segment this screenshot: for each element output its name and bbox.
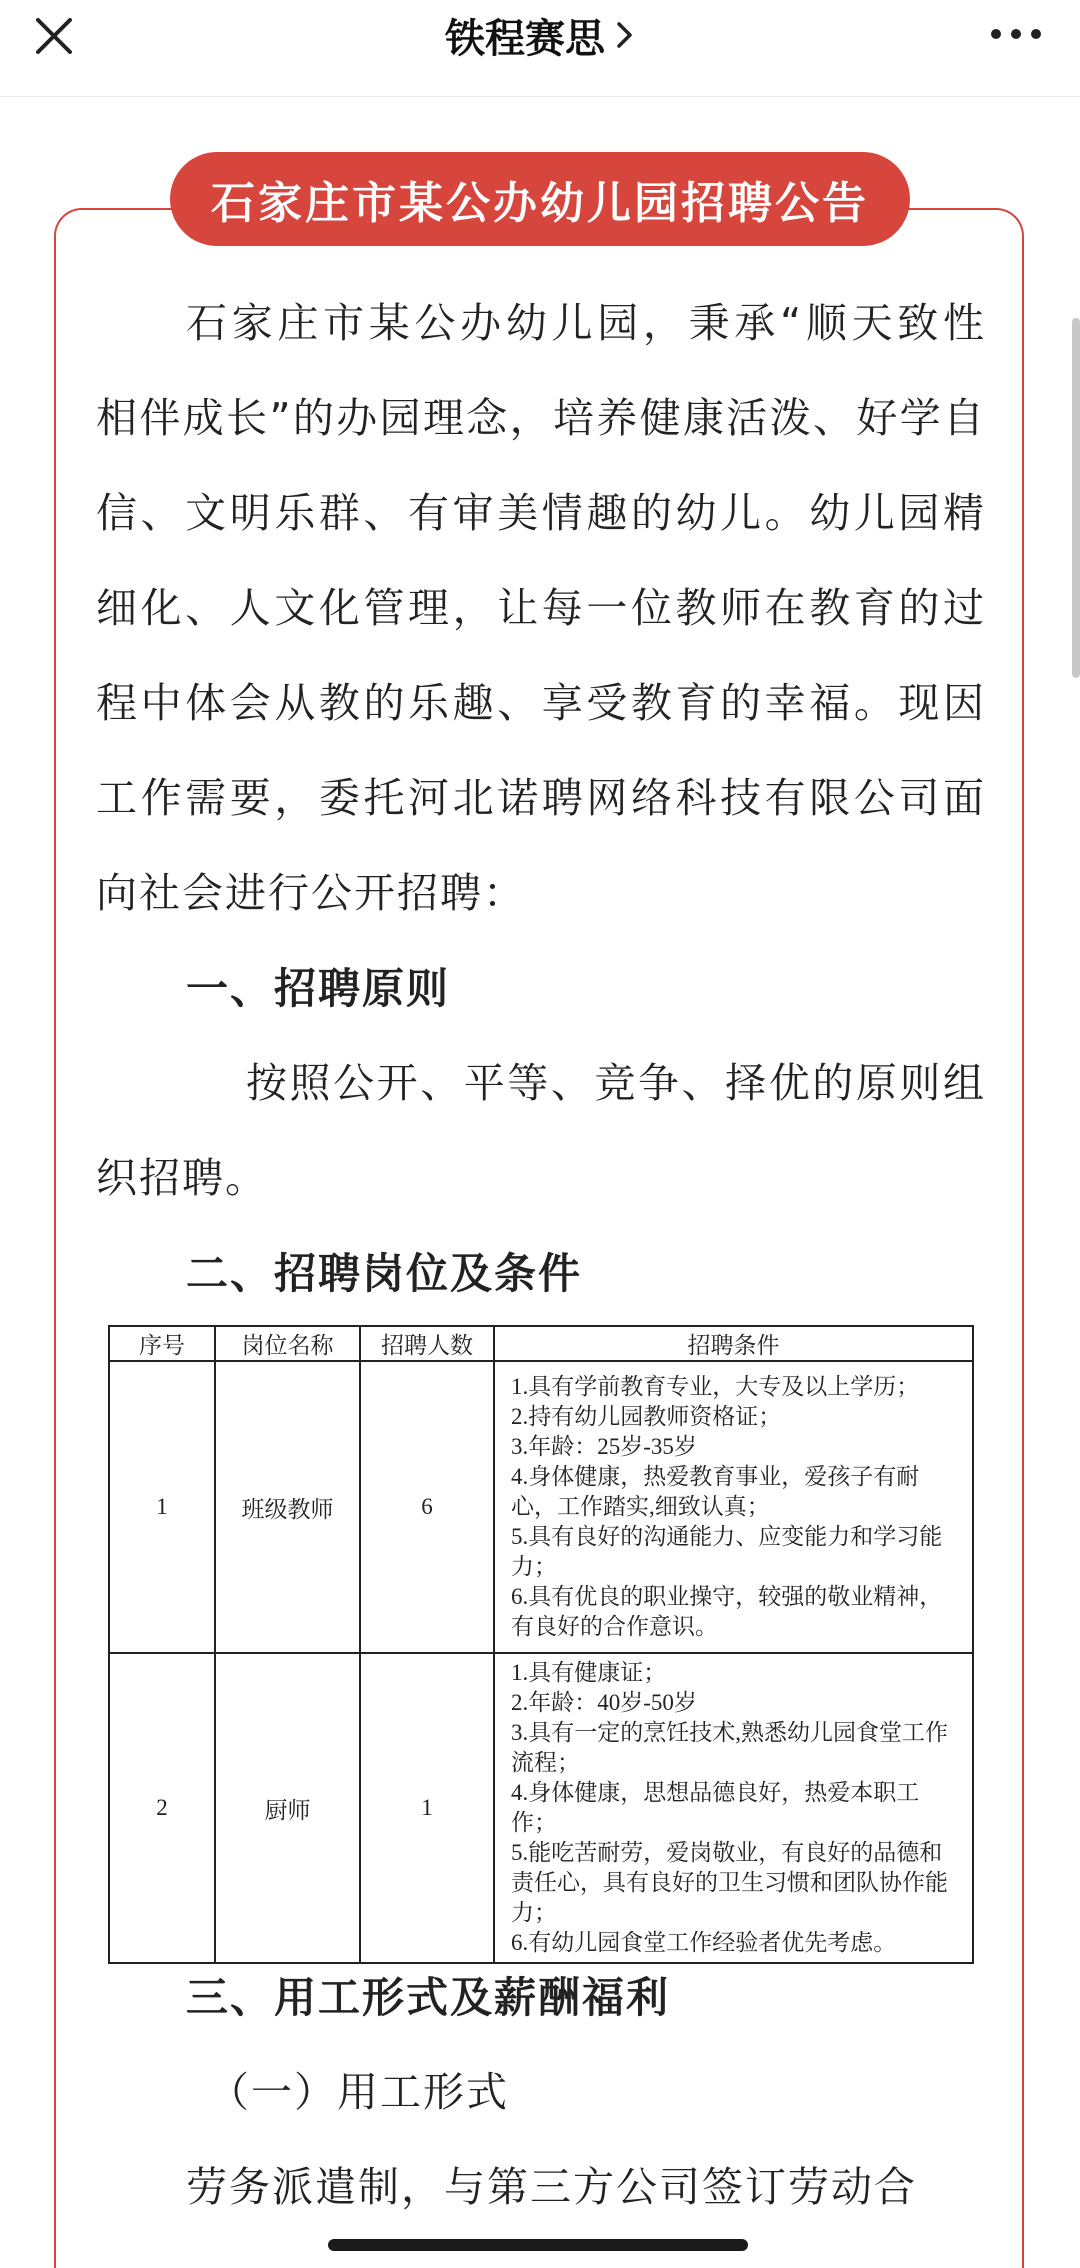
condition-item: 4.身体健康，热爱教育事业，爱孩子有耐心，工作踏实,细致认真； (511, 1464, 920, 1519)
table-header-cell: 岗位名称 (215, 1326, 360, 1361)
more-options-button[interactable] (986, 14, 1046, 54)
condition-item: 6.有幼儿园食堂工作经验者优先考虑。 (511, 1930, 897, 1955)
table-row (109, 1653, 973, 1963)
table-header-cell: 序号 (109, 1326, 215, 1361)
section-heading-positions: 二、招聘岗位及条件 (186, 1249, 583, 1298)
section-heading-employment: 三、用工形式及薪酬福利 (186, 1973, 671, 2022)
home-indicator[interactable] (328, 2239, 748, 2251)
headcount: 1 (360, 1653, 494, 1963)
condition-item: 1.具有健康证； (511, 1660, 667, 1685)
table-header-row (109, 1326, 973, 1361)
position-name: 班级教师 (215, 1361, 360, 1653)
section-heading-principles: 一、招聘原则 (186, 964, 451, 1013)
intro-paragraph: 石家庄市某公办幼儿园，秉承“顺天致性 相伴成长”的办园理念，培养健康活泼、好学自信、文明乐群、有审美情趣的幼儿。幼儿园精细化、人文化管理，让每一位教师在教育的过程中体会从教的乐趣、享受教育的幸福。现因工作需要，委托河北诺聘网络科技有限公司面向社会进行公开招聘： (96, 299, 986, 917)
condition-item: 5.能吃苦耐劳，爱岗敬业，有良好的品德和责任心，具有良好的卫生习惯和团队协作能力； (511, 1840, 948, 1925)
account-title: 铁程赛思 (445, 15, 605, 62)
principles-paragraph: 按照公开、平等、竞争、择优的原则组织招聘。 (96, 1059, 986, 1202)
condition-item: 2.持有幼儿园教师资格证； (511, 1404, 782, 1429)
banner-title: 石家庄市某公办幼儿园招聘公告 (211, 178, 869, 229)
conditions-cell (494, 1653, 973, 1963)
conditions-cell (494, 1361, 973, 1653)
table-header-cell: 招聘条件 (494, 1326, 973, 1361)
condition-item: 4.身体健康，思想品德良好，热爱本职工作； (511, 1780, 920, 1835)
subsection-heading-form: （一）用工形式 (208, 2068, 509, 2116)
condition-item: 2.年龄：40岁-50岁 (511, 1690, 697, 1715)
position-name: 厨师 (215, 1653, 360, 1963)
condition-item: 6.具有优良的职业操守，较强的敬业精神，有良好的合作意识。 (511, 1584, 943, 1639)
row-number: 2 (109, 1653, 215, 1963)
employment-paragraph: 劳务派遣制，与第三方公司签订劳动合 (186, 2163, 917, 2211)
table-header-cell: 招聘人数 (360, 1326, 494, 1361)
condition-item: 3.年龄：25岁-35岁 (511, 1434, 697, 1459)
scrollbar[interactable] (1072, 318, 1080, 678)
row-number: 1 (109, 1361, 215, 1653)
account-title-link[interactable] (0, 0, 1080, 70)
article-content-lower (96, 1950, 986, 2235)
chevron-right-icon (615, 20, 635, 50)
headcount: 6 (360, 1361, 494, 1653)
condition-item: 1.具有学前教育专业，大专及以上学历； (511, 1374, 920, 1399)
more-icon (986, 14, 1046, 54)
positions-table (108, 1325, 972, 1964)
condition-item: 3.具有一定的烹饪技术,熟悉幼儿园食堂工作流程； (511, 1720, 948, 1775)
condition-item: 5.具有良好的沟通能力、应变能力和学习能力； (511, 1524, 943, 1579)
table-row (109, 1361, 973, 1653)
article-content (96, 276, 986, 1321)
title-banner (170, 152, 910, 246)
top-bar (0, 0, 1080, 97)
